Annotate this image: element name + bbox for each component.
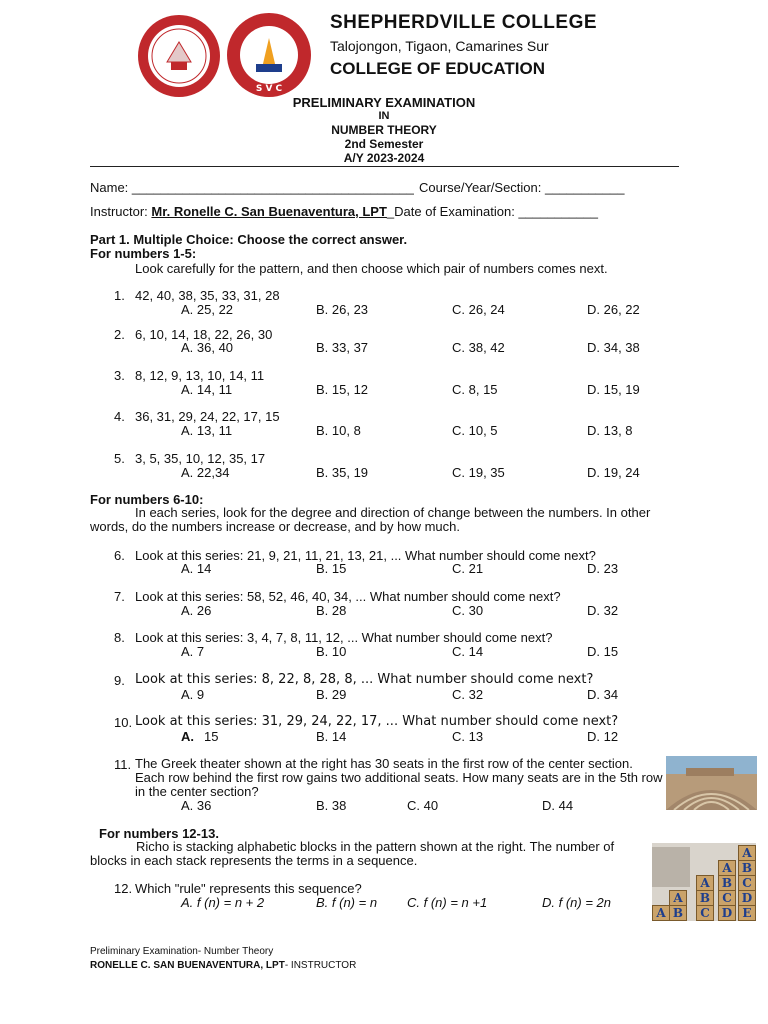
q10-choice-d: D. 12: [587, 729, 619, 744]
greek-theater-photo: [666, 756, 757, 810]
q5-choice-b: B. 35, 19: [316, 465, 369, 480]
college-name: SHEPHERDVILLE COLLEGE: [330, 12, 598, 33]
question-9-text: Look at this series: 8, 22, 8, 28, 8, ... What number should come next?: [135, 672, 594, 687]
q5-choice-a: A. 22,34: [181, 465, 230, 480]
q10-choice-a-value: 15: [204, 729, 219, 744]
q1-choice-c: C. 26, 24: [452, 302, 505, 317]
section-heading-6-10: For numbers 6-10:: [90, 492, 204, 507]
section-instructions-12-13: Richo is stacking alphabetic blocks in the pattern shown at the right. The number of blocks in each stack represents the terms in a sequence.: [90, 839, 615, 868]
footer-line2: [90, 960, 356, 971]
question-6-number: 6.: [114, 548, 125, 563]
question-5-number: 5.: [114, 451, 125, 466]
exam-subject: NUMBER THEORY: [331, 123, 437, 137]
q12-choice-d: D. f (n) = 2n: [542, 895, 611, 910]
q11-choice-c: C. 40: [407, 798, 439, 813]
exam-semester: 2nd Semester: [344, 137, 424, 151]
q5-choice-c: C. 19, 35: [452, 465, 505, 480]
instructor-label: Instructor:: [90, 204, 152, 219]
q2-choice-b: B. 33, 37: [316, 340, 369, 355]
exam-ay: A/Y 2023-2024: [343, 151, 425, 165]
q4-choice-a: A. 13, 11: [181, 423, 233, 438]
block-row1-a: A: [652, 905, 670, 921]
block-row1-c: C: [696, 905, 714, 921]
q6-choice-b: B. 15: [316, 561, 347, 576]
section-heading-12-13: For numbers 12-13.: [99, 826, 219, 841]
q7-choice-a: A. 26: [181, 603, 212, 618]
question-4-number: 4.: [114, 409, 125, 424]
q3-choice-b: B. 15, 12: [316, 382, 369, 397]
q6-choice-d: D. 23: [587, 561, 619, 576]
exam-title: PRELIMINARY EXAMINATION: [292, 95, 476, 110]
section-instructions-6-10: In each series, look for the degree and direction of change between the numbers. In other words, do the numbers increase or decrease, and by how much.: [90, 505, 651, 534]
q3-choice-a: A. 14, 11: [181, 382, 233, 397]
q11-choice-d: D. 44: [542, 798, 574, 813]
department-name: COLLEGE OF EDUCATION: [330, 59, 546, 78]
footer-instructor-role: - INSTRUCTOR: [284, 960, 357, 971]
block-row3-a: A: [696, 875, 714, 891]
q12-choice-c: C. f (n) = n +1: [407, 895, 488, 910]
q8-choice-b: B. 10: [316, 644, 347, 659]
q12-choice-a: A. f (n) = n + 2: [181, 895, 265, 910]
q6-choice-a: A. 14: [181, 561, 212, 576]
shepherdville-seal: [137, 14, 221, 98]
college-address: Talojongon, Tigaon, Camarines Sur: [330, 38, 549, 54]
exam-in: IN: [378, 110, 390, 122]
q10-choice-b: B. 14: [316, 729, 347, 744]
q5-choice-d: D. 19, 24: [587, 465, 640, 480]
q3-choice-d: D. 15, 19: [587, 382, 640, 397]
question-12-number: 12.: [114, 881, 133, 896]
instructor-name: Mr. Ronelle C. San Buenaventura, LPT: [151, 204, 387, 219]
block-row1-b: B: [669, 905, 687, 921]
question-9-number: 9.: [114, 673, 125, 688]
q11-choice-a: A. 36: [181, 798, 212, 813]
footer-line1: Preliminary Examination- Number Theory: [90, 946, 274, 957]
q11-choice-b: B. 38: [316, 798, 347, 813]
q4-choice-b: B. 10, 8: [316, 423, 361, 438]
q4-choice-d: D. 13, 8: [587, 423, 633, 438]
college-of-education-seal: [226, 12, 312, 98]
part1-heading: Part 1. Multiple Choice: Choose the correct answer.: [90, 232, 408, 247]
question-2-text: 6, 10, 14, 18, 22, 26, 30: [135, 327, 273, 342]
q9-choice-c: C. 32: [452, 687, 484, 702]
question-3-text: 8, 12, 9, 13, 10, 14, 11: [135, 368, 265, 383]
question-7-number: 7.: [114, 589, 125, 604]
instructor-field: [90, 204, 598, 219]
q2-choice-d: D. 34, 38: [587, 340, 640, 355]
q2-choice-c: C. 38, 42: [452, 340, 505, 355]
q2-choice-a: A. 36, 40: [181, 340, 234, 355]
q9-choice-d: D. 34: [587, 687, 619, 702]
question-8-number: 8.: [114, 630, 125, 645]
block-row2-d: D: [738, 890, 756, 906]
question-11-text: The Greek theater shown at the right has 30 seats in the first row of the center section. Each row behind the first row gains two additional seats. How many seats are in the 5th row in the center section?: [135, 756, 663, 799]
section-heading-1-5: For numbers 1-5:: [90, 246, 197, 261]
section-instructions-1-5: Look carefully for the pattern, and then choose which pair of numbers comes next.: [135, 261, 608, 276]
date-field: _Date of Examination: ___________: [386, 204, 598, 219]
header-rule: [90, 166, 679, 167]
block-row3-c: C: [738, 875, 756, 891]
question-6-text: Look at this series: 21, 9, 21, 11, 21, 13, 21, ... What number should come next?: [135, 548, 596, 563]
q8-choice-d: D. 15: [587, 644, 619, 659]
q7-choice-c: C. 30: [452, 603, 484, 618]
q1-choice-b: B. 26, 23: [316, 302, 369, 317]
block-row2-c: C: [718, 890, 736, 906]
question-8-text: Look at this series: 3, 4, 7, 8, 11, 12, ... What number should come next?: [135, 630, 553, 645]
question-10-text: Look at this series: 31, 29, 24, 22, 17, ... What number should come next?: [135, 714, 619, 729]
question-1-text: 42, 40, 38, 35, 33, 31, 28: [135, 288, 280, 303]
block-row3-b: B: [718, 875, 736, 891]
q9-choice-b: B. 29: [316, 687, 347, 702]
q7-choice-b: B. 28: [316, 603, 347, 618]
q1-choice-a: A. 25, 22: [181, 302, 234, 317]
name-field: Name: _______________________________________: [90, 180, 414, 195]
question-2-number: 2.: [114, 327, 125, 342]
q6-choice-c: C. 21: [452, 561, 484, 576]
q4-choice-c: C. 10, 5: [452, 423, 498, 438]
q3-choice-c: C. 8, 15: [452, 382, 498, 397]
q10-choice-c: C. 13: [452, 729, 484, 744]
alphabet-blocks-picture: [652, 843, 756, 921]
block-row5-a: A: [738, 845, 756, 861]
q12-choice-b: B. f (n) = n: [316, 895, 378, 910]
q9-choice-a: A. 9: [181, 687, 205, 702]
q7-choice-d: D. 32: [587, 603, 619, 618]
footer-instructor-name: RONELLE C. SAN BUENAVENTURA, LPT: [90, 960, 285, 971]
question-10-number: 10.: [114, 715, 133, 730]
question-12-text: Which "rule" represents this sequence?: [135, 881, 362, 896]
block-row1-d: D: [718, 905, 736, 921]
q1-choice-d: D. 26, 22: [587, 302, 640, 317]
block-row2-b: B: [696, 890, 714, 906]
question-5-text: 3, 5, 35, 10, 12, 35, 17: [135, 451, 266, 466]
block-row2-a: A: [669, 890, 687, 906]
svg-text:S V C: S V C: [255, 84, 283, 94]
question-7-text: Look at this series: 58, 52, 46, 40, 34, ... What number should come next?: [135, 589, 561, 604]
q8-choice-a: A. 7: [181, 644, 205, 659]
question-3-number: 3.: [114, 368, 125, 383]
course-field: Course/Year/Section: ___________: [419, 180, 625, 195]
block-row1-e: E: [738, 905, 756, 921]
question-11-number: 11.: [114, 757, 132, 772]
q8-choice-c: C. 14: [452, 644, 484, 659]
question-1-number: 1.: [114, 288, 125, 303]
question-4-text: 36, 31, 29, 24, 22, 17, 15: [135, 409, 280, 424]
q10-choice-a-letter: A.: [181, 729, 194, 744]
block-row4-b: B: [738, 860, 756, 876]
block-row4-a: A: [718, 860, 736, 876]
